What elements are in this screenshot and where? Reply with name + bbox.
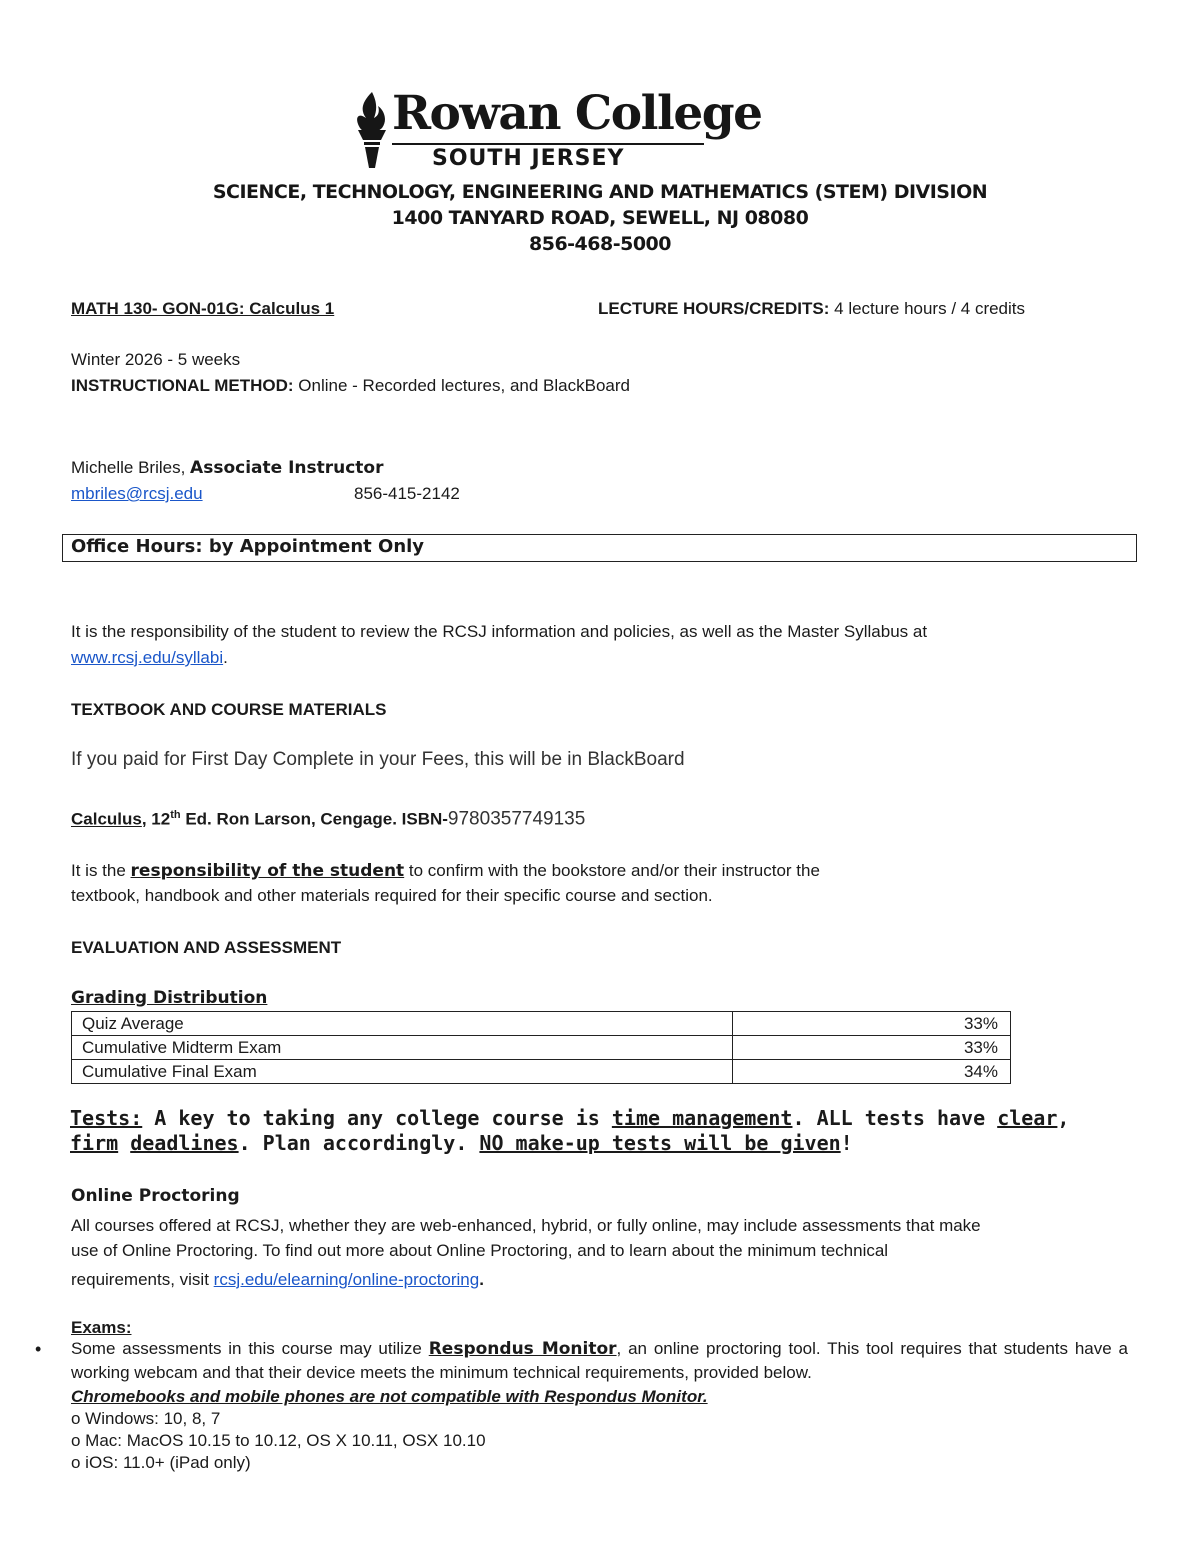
proctoring-heading: Online Proctoring <box>71 1186 240 1206</box>
tests-emphasis: NO make-up tests will be given <box>479 1131 841 1155</box>
course-term: Winter 2026 - 5 weeks <box>71 350 241 369</box>
responsibility-line-2: textbook, handbook and other materials required for their specific course and section. <box>71 886 713 905</box>
resp-post: to confirm with the bookstore and/or their instructor the <box>404 861 820 880</box>
policy-link-line <box>71 645 228 670</box>
exams-text: , an online proctoring tool. This tool requires that students have a working webcam and that their device meets the minimum technical requirements, provided below. <box>71 1339 1128 1382</box>
course-title: MATH 130- GON-01G: Calculus 1 <box>71 299 335 318</box>
tests-emphasis: firm <box>70 1131 119 1155</box>
tests-emphasis: deadlines <box>130 1131 239 1155</box>
book-rest: Ed. Ron Larson, Cengage. ISBN- <box>180 809 448 829</box>
logo-wordmark: Rowan College <box>392 86 762 141</box>
grade-percent: 34% <box>733 1060 1011 1084</box>
office-hours-text: Office Hours: by Appointment Only <box>71 536 425 557</box>
book-ed-pre: , 12 <box>141 809 171 829</box>
tests-text <box>118 1131 130 1155</box>
table-row <box>72 1036 1011 1060</box>
tests-emphasis: time management <box>611 1106 793 1130</box>
method-value: Online - Recorded lectures, and BlackBoard <box>298 376 630 395</box>
exams-heading: Exams: <box>71 1318 132 1337</box>
policy-after: . <box>223 648 228 667</box>
textbook-heading: TEXTBOOK AND COURSE MATERIALS <box>71 700 387 719</box>
logo-subtitle: SOUTH JERSEY <box>432 146 625 171</box>
resp-pre: It is the <box>71 861 131 880</box>
proctoring-line-3 <box>71 1267 484 1292</box>
torch-icon <box>350 88 392 170</box>
first-day-note: If you paid for First Day Complete in your Fees, this will be in BlackBoard <box>71 749 685 770</box>
college-logo <box>350 86 762 174</box>
policy-text: It is the responsibility of the student to review the RCSJ information and policies, as well as the Master Syllabus at <box>71 622 928 641</box>
compatibility-warning: Chromebooks and mobile phones are not compatible with Respondus Monitor. <box>71 1387 708 1406</box>
grade-percent: 33% <box>733 1036 1011 1060</box>
respondus-monitor: Respondus Monitor <box>428 1339 617 1359</box>
tests-text: ! <box>840 1131 853 1155</box>
instructor-phone: 856-415-2142 <box>354 484 460 503</box>
instructional-method <box>71 373 630 398</box>
office-hours-box <box>62 534 1137 562</box>
book-isbn: 9780357749135 <box>447 808 586 830</box>
tests-label: Tests: <box>70 1106 143 1130</box>
tests-emphasis: clear <box>997 1106 1058 1130</box>
logo-divider <box>392 143 704 145</box>
table-row <box>72 1060 1011 1084</box>
lecture-hours-label: LECTURE HOURS/CREDITS: <box>598 299 830 318</box>
grade-item: Quiz Average <box>72 1012 733 1036</box>
table-row <box>72 1012 1011 1036</box>
instructor-name: Michelle Briles, <box>71 458 191 477</box>
evaluation-heading: EVALUATION AND ASSESSMENT <box>71 938 342 957</box>
lecture-hours <box>598 296 1025 321</box>
instructor <box>71 455 384 481</box>
resp-bold: responsibility of the student <box>130 861 405 881</box>
bullet-icon: • <box>35 1339 42 1359</box>
proctoring-line-2: use of Online Proctoring. To find out more about Online Proctoring, and to learn about the minimum technical <box>71 1241 889 1260</box>
grade-item: Cumulative Final Exam <box>72 1060 733 1084</box>
grade-percent: 33% <box>733 1012 1011 1036</box>
tests-text: . Plan accordingly. <box>238 1131 480 1155</box>
proctoring-link[interactable]: rcsj.edu/elearning/online-proctoring <box>213 1270 480 1289</box>
responsibility-line-1 <box>71 858 820 884</box>
book-ed-sup: th <box>170 809 181 821</box>
proctoring-line-1: All courses offered at RCSJ, whether they are web-enhanced, hybrid, or fully online, may include assessments that make <box>71 1216 981 1235</box>
book-title: Calculus <box>71 809 142 829</box>
grading-subheading: Grading Distribution <box>71 988 268 1008</box>
method-label: INSTRUCTIONAL METHOD: <box>71 376 294 395</box>
instructor-email-link[interactable]: mbriles@rcsj.edu <box>71 484 203 503</box>
proctoring-text: requirements, visit <box>71 1270 214 1289</box>
exams-paragraph <box>71 1337 1128 1384</box>
grade-item: Cumulative Midterm Exam <box>72 1036 733 1060</box>
requirement-windows: o Windows: 10, 8, 7 <box>71 1409 221 1428</box>
tests-line-2 <box>70 1131 853 1156</box>
syllabi-link[interactable]: www.rcsj.edu/syllabi <box>71 648 224 667</box>
requirement-ios: o iOS: 11.0+ (iPad only) <box>71 1453 251 1472</box>
textbook-citation <box>71 803 585 832</box>
tests-text: A key to taking any college course is <box>142 1106 612 1130</box>
division-phone: 856-468-5000 <box>529 233 671 255</box>
division-address: 1400 TANYARD ROAD, SEWELL, NJ 08080 <box>391 207 809 229</box>
tests-text: . ALL tests have <box>792 1106 998 1130</box>
exams-text: Some assessments in this course may utilize <box>71 1339 429 1358</box>
grading-table <box>71 1011 1011 1084</box>
requirement-mac: o Mac: MacOS 10.15 to 10.12, OS X 10.11, OSX 10.10 <box>71 1431 486 1450</box>
proctoring-after: . <box>479 1270 484 1289</box>
lecture-hours-value: 4 lecture hours / 4 credits <box>834 299 1026 318</box>
division-name: SCIENCE, TECHNOLOGY, ENGINEERING AND MATHEMATICS (STEM) DIVISION <box>212 181 988 203</box>
instructor-role: Associate Instructor <box>190 458 384 478</box>
tests-line-1 <box>70 1106 1069 1131</box>
tests-text: , <box>1057 1106 1070 1130</box>
